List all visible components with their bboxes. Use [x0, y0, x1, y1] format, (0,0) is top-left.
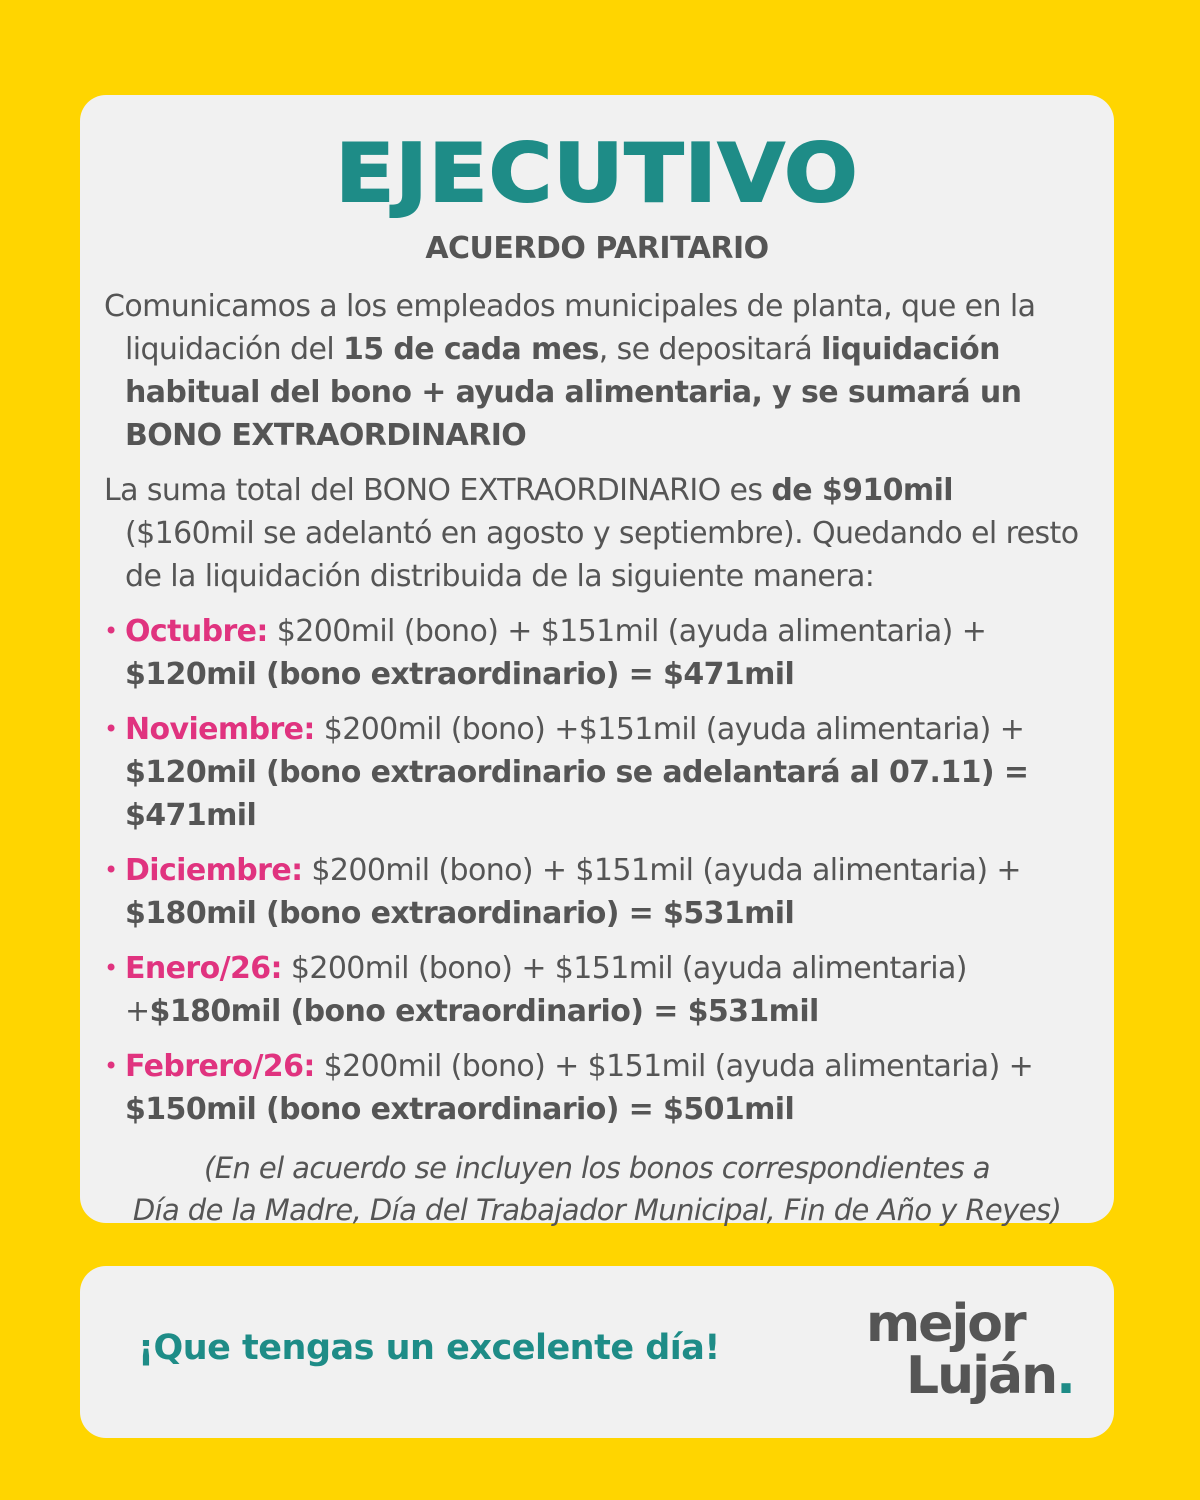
logo-dot: .: [1056, 1346, 1074, 1406]
month-label: Enero/26:: [125, 951, 282, 986]
footnote-line-2: Día de la Madre, Día del Trabajador Municipal, Fin de Año y Reyes): [132, 1193, 1062, 1227]
item-total: $150mil (bono extraordinario) = $501mil: [125, 1092, 795, 1127]
list-item: [80, 849, 1114, 935]
mejor-lujan-logo: [866, 1294, 1074, 1411]
summary-text-1: La suma total del BONO EXTRAORDINARIO es: [104, 473, 772, 508]
item-text: $200mil (bono) + $151mil (ayuda alimentaria) +: [267, 614, 987, 649]
intro-paragraph: [80, 285, 1080, 457]
summary-text-2: ($160mil se adelantó en agosto y septiembre). Quedando el resto de la liquidación distribuida de la siguiente manera:: [125, 516, 1079, 594]
item-total: $120mil (bono extraordinario se adelantará al 07.11) = $471mil: [125, 755, 1029, 833]
bullet-icon: •: [104, 954, 118, 982]
summary-bold-1: de $910mil: [771, 473, 953, 508]
item-total: $180mil (bono extraordinario) = $531mil: [125, 896, 795, 931]
item-text: $200mil (bono) + $151mil (ayuda alimentaria) +: [302, 853, 1021, 888]
footnote-line-1: (En el acuerdo se incluyen los bonos correspondientes a: [204, 1151, 990, 1185]
intro-text-2: , se depositará: [598, 332, 822, 367]
footer-card: [80, 1266, 1114, 1438]
month-label: Noviembre:: [125, 712, 315, 747]
item-text: $200mil (bono) + $151mil (ayuda alimentaria) +: [125, 951, 967, 1029]
month-label: Octubre:: [125, 614, 268, 649]
bullet-icon: •: [104, 1052, 118, 1080]
item-text: $200mil (bono) +$151mil (ayuda alimentaria) +: [314, 712, 1025, 747]
announcement-card: [80, 95, 1114, 1227]
month-label: Diciembre:: [125, 853, 303, 888]
list-item: [80, 1045, 1114, 1131]
logo-line-2: [906, 1348, 1074, 1404]
intro-bold-1: 15 de cada mes: [343, 332, 599, 367]
footnote: [80, 1147, 1114, 1231]
logo-line-1: mejor: [866, 1294, 1025, 1354]
bullet-icon: •: [104, 715, 118, 743]
month-label: Febrero/26:: [125, 1049, 315, 1084]
bullet-icon: •: [104, 856, 118, 884]
bullet-icon: •: [104, 617, 118, 645]
page-title: EJECUTIVO: [335, 127, 859, 220]
list-item: [80, 947, 1114, 1033]
intro-bold-2: liquidación habitual del bono + ayuda alimentaria, y se sumará un BONO EXTRAORDINARIO: [125, 332, 1022, 453]
summary-paragraph: [80, 469, 1080, 598]
item-total: $120mil (bono extraordinario) = $471mil: [125, 657, 795, 692]
list-item: [80, 708, 1114, 837]
intro-text-1: Comunicamos a los empleados municipales de planta, que en la liquidación del: [104, 289, 1036, 367]
greeting-text: ¡Que tengas un excelente día!: [138, 1328, 720, 1368]
logo-word: Luján: [906, 1346, 1057, 1406]
item-total: $180mil (bono extraordinario) = $531mil: [149, 994, 819, 1029]
list-item: [80, 610, 1114, 696]
item-text: $200mil (bono) + $151mil (ayuda alimentaria) +: [314, 1049, 1034, 1084]
payment-list: [80, 610, 1114, 1131]
subtitle: ACUERDO PARITARIO: [425, 231, 769, 266]
